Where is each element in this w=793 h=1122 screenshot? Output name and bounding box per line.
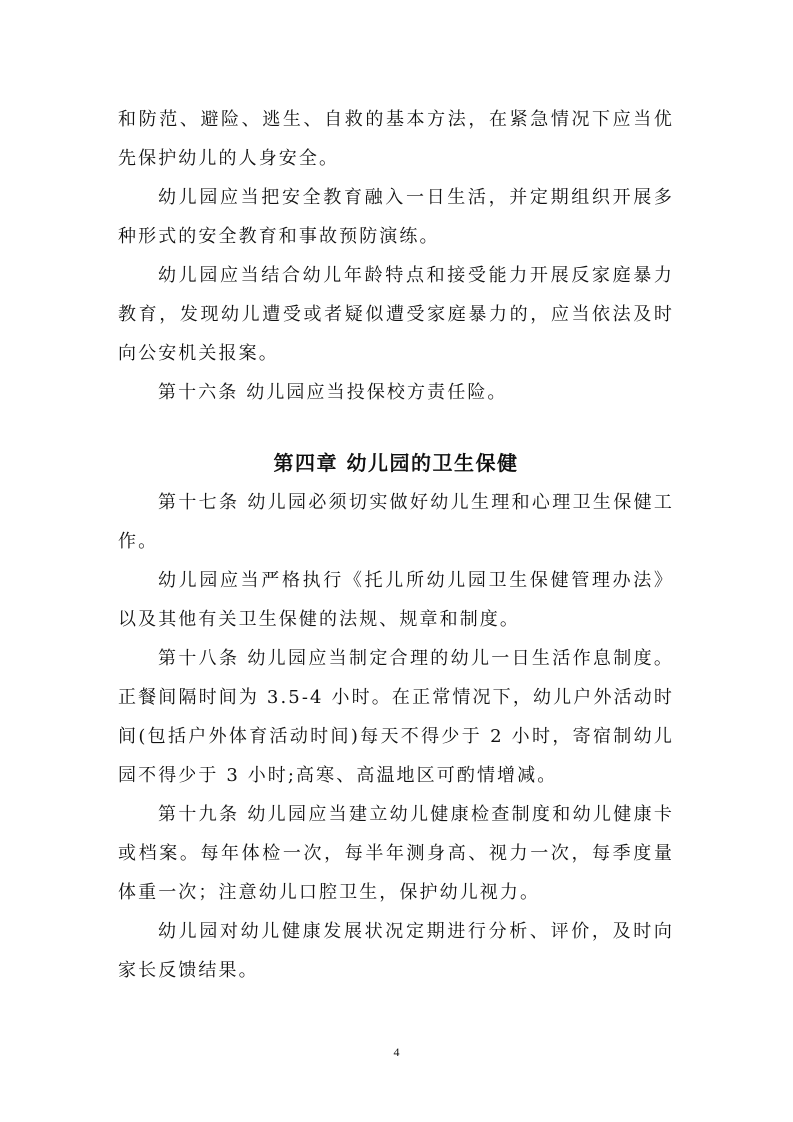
- paragraph-continuation: 和防范、避险、逃生、自救的基本方法，在紧急情况下应当优先保护幼儿的人身安全。: [118, 109, 674, 169]
- paragraph-health-regulations: 幼儿园应当严格执行《托儿所幼儿园卫生保健管理办法》以及其他有关卫生保健的法规、规章和制度。: [118, 570, 674, 630]
- paragraph-safety-education: 幼儿园应当把安全教育融入一日生活，并定期组织开展多种形式的安全教育和事故预防演练。: [118, 187, 674, 247]
- article-16: 第十六条 幼儿园应当投保校方责任险。: [158, 382, 508, 403]
- article-19: 第十九条 幼儿园应当建立幼儿健康检查制度和幼儿健康卡或档案。每年体检一次，每半年测身高、视力一次，每季度量体重一次；注意幼儿口腔卫生，保护幼儿视力。: [118, 804, 674, 903]
- chapter-heading: 第四章 幼儿园的卫生保健: [273, 451, 519, 475]
- page-number: 4: [393, 1045, 400, 1059]
- page-content: [118, 100, 674, 990]
- article-17: 第十七条 幼儿园必须切实做好幼儿生理和心理卫生保健工作。: [118, 492, 674, 552]
- paragraph-health-feedback: 幼儿园对幼儿健康发展状况定期进行分析、评价，及时向家长反馈结果。: [118, 921, 674, 981]
- paragraph-anti-domestic-violence: 幼儿园应当结合幼儿年龄特点和接受能力开展反家庭暴力教育，发现幼儿遭受或者疑似遭受家庭暴力的，应当依法及时向公安机关报案。: [118, 265, 674, 364]
- article-18: 第十八条 幼儿园应当制定合理的幼儿一日生活作息制度。正餐间隔时间为 3.5-4 小时。在正常情况下，幼儿户外活动时间(包括户外体育活动时间)每天不得少于 2 小时，寄宿制幼儿园不得少于 3 小时;高寒、高温地区可酌情增减。: [118, 648, 674, 786]
